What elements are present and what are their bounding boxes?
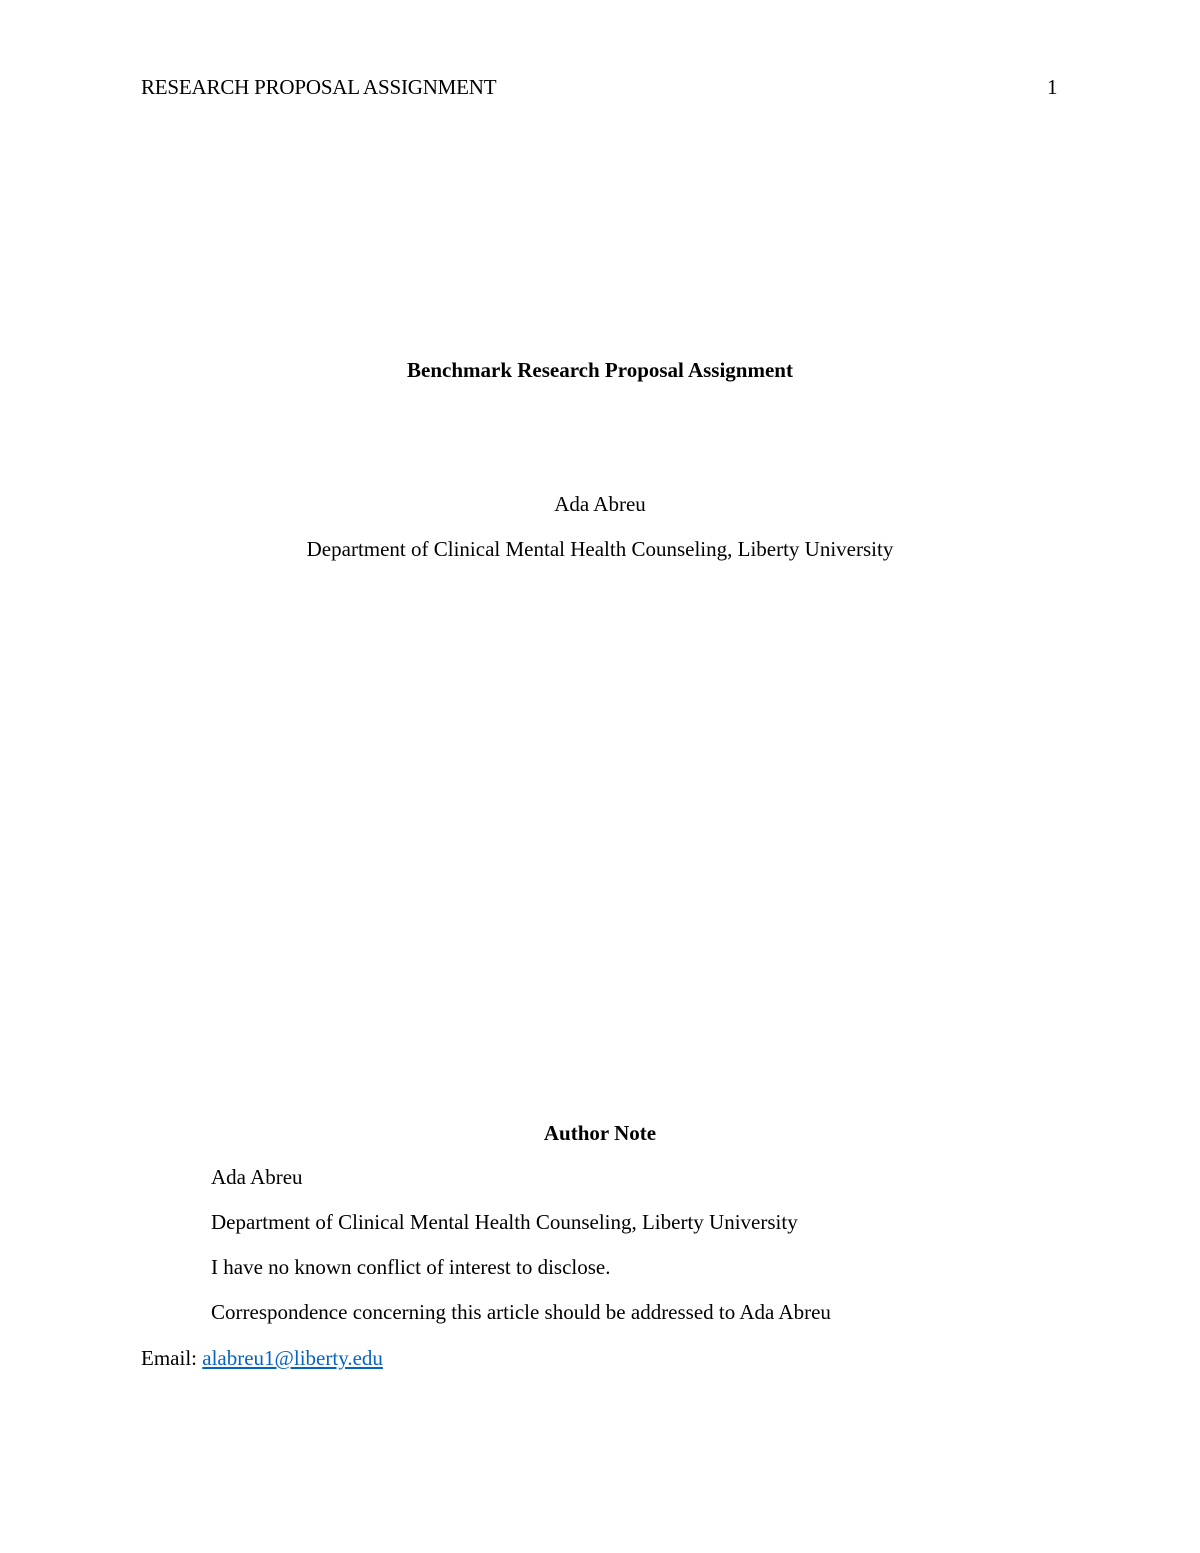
author-affiliation: Department of Clinical Mental Health Counseling, Liberty University (306, 537, 894, 561)
author-note-department: Department of Clinical Mental Health Counseling, Liberty University (211, 1210, 798, 1234)
email-line (141, 1345, 383, 1371)
email-label: Email: (141, 1346, 203, 1370)
author-note-name: Ada Abreu (211, 1165, 303, 1189)
author-note-heading: Author Note (543, 1121, 657, 1145)
paper-title: Benchmark Research Proposal Assignment (407, 358, 793, 382)
email-link[interactable]: alabreu1@liberty.edu (202, 1346, 383, 1370)
page-number: 1 (1047, 75, 1058, 99)
author-name: Ada Abreu (554, 492, 646, 516)
author-note-conflict: I have no known conflict of interest to disclose. (211, 1255, 611, 1279)
running-head: RESEARCH PROPOSAL ASSIGNMENT (141, 75, 497, 99)
author-note-correspondence: Correspondence concerning this article should be addressed to Ada Abreu (211, 1300, 831, 1324)
